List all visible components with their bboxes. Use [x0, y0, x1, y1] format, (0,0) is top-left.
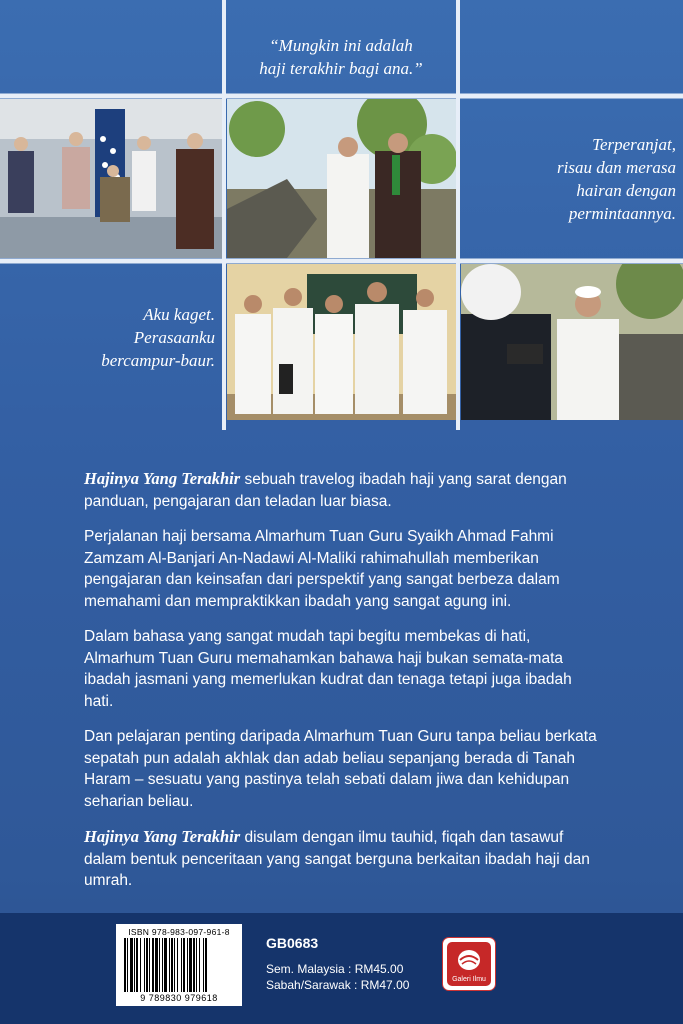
- barcode-bar: [130, 938, 133, 992]
- barcode-bar: [144, 938, 145, 992]
- barcode-bars: [124, 938, 234, 992]
- barcode-bar: [146, 938, 148, 992]
- synopsis-paragraph-5: Hajinya Yang Terakhir disulam dengan ilmu tauhid, fiqah dan tasawuf dalam bentuk penceritaan yang sangat berguna berkaitan ibadah haji dan umrah.: [84, 827, 590, 889]
- book-title-inline: Hajinya Yang Terakhir: [84, 827, 241, 846]
- barcode-bar: [177, 938, 178, 992]
- quote-right: Terperanjat, risau dan merasa hairan dengan permintaannya.: [556, 135, 676, 223]
- price-malaysia: Sem. Malaysia : RM45.00: [266, 962, 404, 976]
- photo-ihram-group: [227, 264, 456, 420]
- barcode-bar: [181, 938, 182, 992]
- photo-taking-picture: [461, 264, 683, 420]
- barcode-bar: [140, 938, 141, 992]
- barcode-bar: [127, 938, 128, 992]
- barcode-bar: [162, 938, 163, 992]
- barcode: [116, 924, 242, 1006]
- barcode-bar: [134, 938, 135, 992]
- barcode-bar: [205, 938, 207, 992]
- synopsis: [84, 468, 604, 906]
- barcode-bar: [193, 938, 195, 992]
- synopsis-paragraph-2: Perjalanan haji bersama Almarhum Tuan Guru Syaikh Ahmad Fahmi Zamzam Al-Banjari An-Nadawi Al-Maliki rahimahullah memberikan pengajaran dan keinsafan dari perspektif yang sangat berbeza dalam memahami dan mempraktikkan ibadah yang sangat agung ini.: [84, 528, 560, 610]
- synopsis-paragraph-3: Dalam bahasa yang sangat mudah tapi begitu membekas di hati, Almarhum Tuan Guru memahamkan bahawa haji bukan semata-mata ibadah jasmani yang memerlukan kudrat dan tenaga tetapi juga ibadah hati.: [84, 628, 572, 710]
- quote-top: “Mungkin ini adalah haji terakhir bagi ana.”: [259, 36, 423, 78]
- publisher-name: Galeri Ilmu: [452, 976, 486, 983]
- barcode-bar: [159, 938, 160, 992]
- barcode-bar: [196, 938, 197, 992]
- barcode-bar: [155, 938, 158, 992]
- barcode-bar: [171, 938, 173, 992]
- quote-left: Aku kaget. Perasaanku bercampur-baur.: [101, 305, 215, 370]
- barcode-bar: [174, 938, 175, 992]
- book-code: GB0683: [266, 935, 319, 951]
- barcode-number: 9 789830 979618: [140, 993, 218, 1003]
- barcode-bar: [164, 938, 167, 992]
- synopsis-paragraph-1: Hajinya Yang Terakhir sebuah travelog ibadah haji yang sarat dengan panduan, pengajaran dan teladan luar biasa.: [84, 469, 567, 510]
- barcode-bar: [136, 938, 138, 992]
- barcode-bar: [203, 938, 204, 992]
- synopsis-paragraph-4: Dan pelajaran penting daripada Almarhum Tuan Guru tanpa beliau berkata sepatah pun adalah akhlak dan adab beliau sepanjang berada di Tanah Haram – sesuatu yang pastinya telah sebati dalam jiwa dan kehidupan seharian beliau.: [84, 728, 597, 810]
- isbn-label: ISBN 978-983-097-961-8: [128, 927, 230, 937]
- barcode-bar: [189, 938, 192, 992]
- photo-airport: [0, 99, 222, 258]
- barcode-bar: [183, 938, 185, 992]
- barcode-bar: [124, 938, 126, 992]
- barcode-bar: [199, 938, 200, 992]
- publisher-logo: [442, 937, 496, 991]
- price-sabah-sarawak: Sabah/Sarawak : RM47.00: [266, 978, 410, 992]
- price-info: [266, 935, 409, 993]
- barcode-bar: [152, 938, 154, 992]
- book-title-inline: Hajinya Yang Terakhir: [84, 469, 241, 488]
- photo-palm-garden: [227, 99, 456, 258]
- barcode-bar: [187, 938, 188, 992]
- barcode-bar: [149, 938, 150, 992]
- barcode-bar: [169, 938, 170, 992]
